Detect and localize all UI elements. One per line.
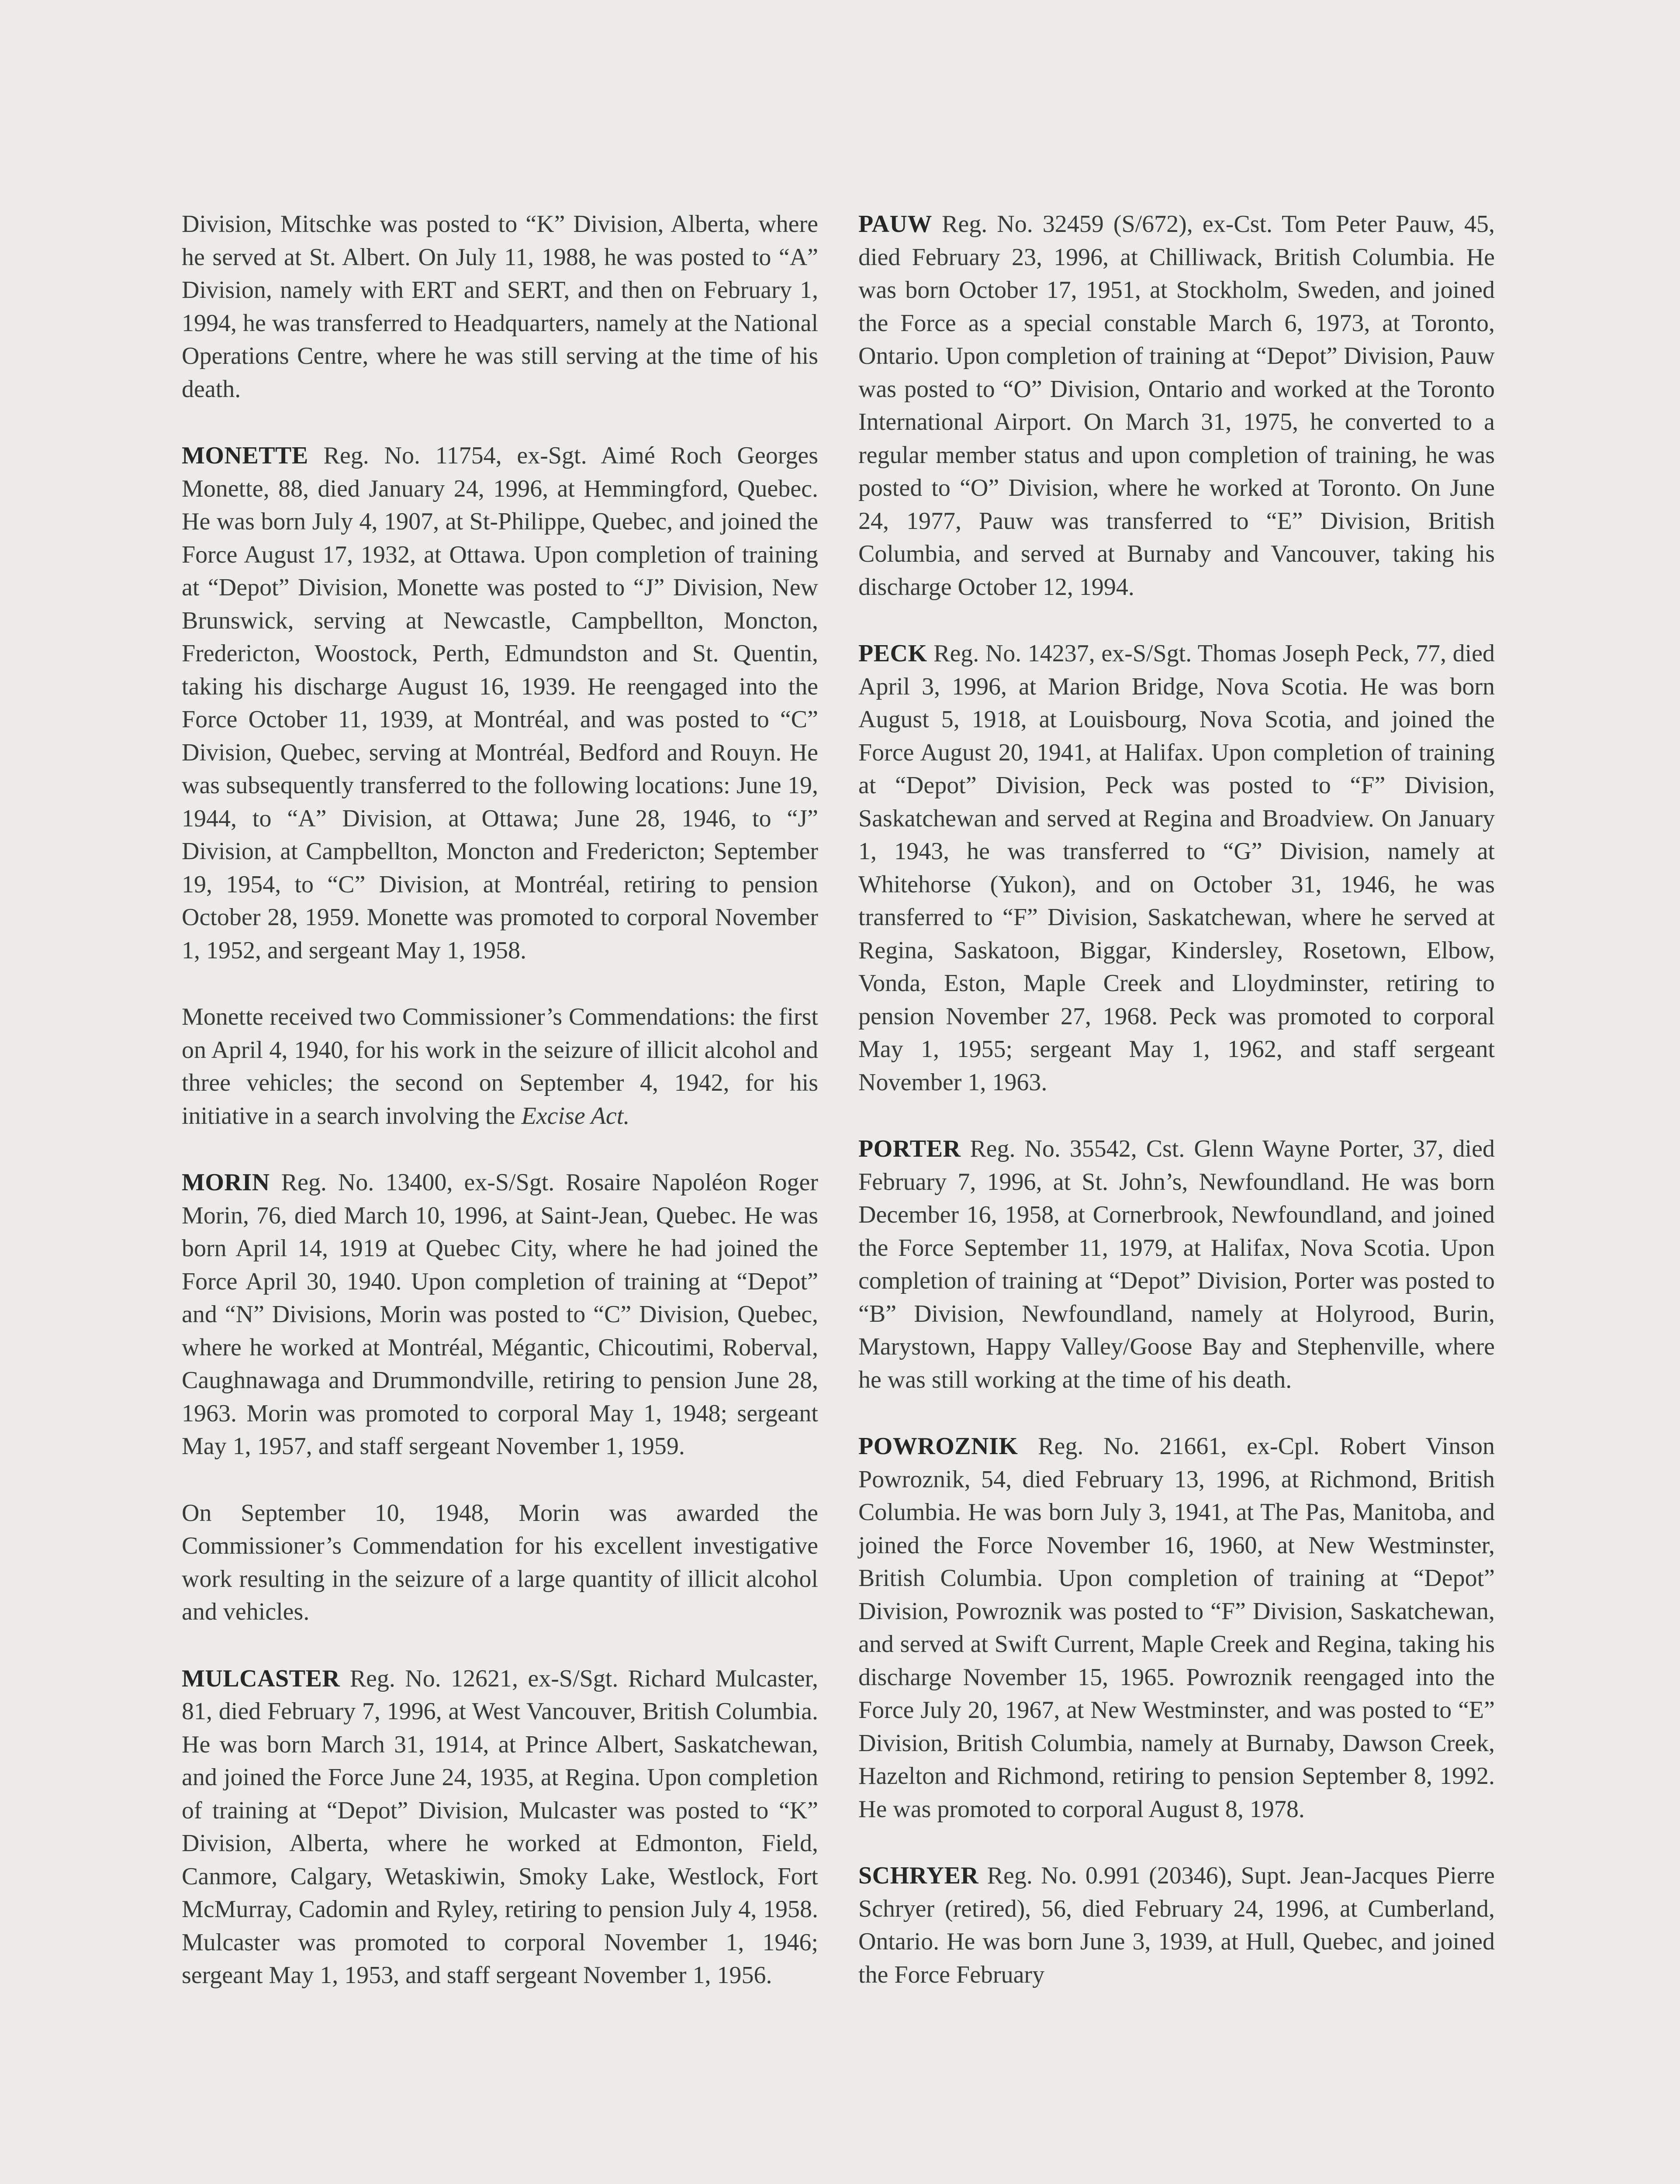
obituary-pauw [858, 208, 1495, 604]
paragraph-text: On September 10, 1948, Morin was awarded the Commissioner’s Commendation for his excellent investigative work resulting in the seizure of a large quantity of illicit alcohol and vehicles. [182, 1499, 818, 1625]
obituary-text: Reg. No. 14237, ex-S/Sgt. Thomas Joseph Peck, 77, died April 3, 1996, at Marion Bridge, Nova Scotia. He was born August 5, 1918, at Louisbourg, Nova Scotia, and joined the Force August 20, 1941, at Halifax. Upon completion of training at “Depot” Division, Peck was posted to “F” Division, Saskatchewan and served at Regina and Broadview. On January 1, 1943, he was transferred to “G” Division, namely at Whitehorse (Yukon), and on October 31, 1946, he was transferred to “F” Division, Saskatchewan, where he served at Regina, Saskatoon, Biggar, Kindersley, Rosetown, Elbow, Vonda, Eston, Maple Creek and Lloydminster, retiring to pension November 27, 1968. Peck was promoted to corporal May 1, 1955; sergeant May 1, 1962, and staff sergeant November 1, 1963. [858, 640, 1495, 1096]
obituary-text: Reg. No. 12621, ex-S/Sgt. Richard Mulcaster, 81, died February 7, 1996, at West Vancouver, British Columbia. He was born March 31, 1914, at Prince Albert, Saskatchewan, and joined the Force June 24, 1935, at Regina. Upon completion of training at “Depot” Division, Mulcaster was posted to “K” Division, Alberta, where he worked at Edmonton, Field, Canmore, Calgary, Wetaskiwin, Smoky Lake, Westlock, Fort McMurray, Cadomin and Ryley, retiring to pension July 4, 1958. Mulcaster was promoted to corporal November 1, 1946; sergeant May 1, 1953, and staff sergeant November 1, 1956. [182, 1665, 818, 1989]
surname-powroznik: POWROZNIK [858, 1433, 1018, 1460]
surname-mulcaster: MULCASTER [182, 1665, 340, 1692]
obituary-mulcaster [182, 1662, 818, 1992]
obituary-text: Reg. No. 21661, ex-Cpl. Robert Vinson Powroznik, 54, died February 13, 1996, at Richmond, British Columbia. He was born July 3, 1941, at The Pas, Manitoba, and joined the Force November 16, 1960, at New Westminster, British Columbia. Upon completion of training at “Depot” Division, Powroznik was posted to “F” Division, Saskatchewan, and served at Swift Current, Maple Creek and Regina, taking his discharge November 15, 1965. Powroznik reengaged into the Force July 20, 1967, at New Westminster, and was posted to “E” Division, British Columbia, namely at Burnaby, Dawson Creek, Hazelton and Richmond, retiring to pension September 8, 1992. He was promoted to corporal August 8, 1978. [858, 1433, 1495, 1823]
surname-porter: PORTER [858, 1135, 961, 1162]
surname-peck: PECK [858, 640, 927, 667]
morin-commendation-paragraph [182, 1497, 818, 1629]
excise-act-title: Excise Act. [521, 1102, 630, 1130]
surname-pauw: PAUW [858, 211, 932, 238]
mitschke-continuation-paragraph [182, 208, 818, 406]
obituary-powroznik [858, 1430, 1495, 1826]
paragraph-text: Monette received two Commissioner’s Commendations: the first on April 4, 1940, for his work in the seizure of illicit alcohol and three vehicles; the second on September 4, 1942, for his initiative in a search involving the [182, 1003, 818, 1130]
obituary-schryer [858, 1859, 1495, 1991]
surname-schryer: SCHRYER [858, 1862, 979, 1889]
obituary-text: Reg. No. 32459 (S/672), ex-Cst. Tom Peter Pauw, 45, died February 23, 1996, at Chilliwack, British Columbia. He was born October 17, 1951, at Stockholm, Sweden, and joined the Force as a special constable March 6, 1973, at Toronto, Ontario. Upon completion of training at “Depot” Division, Pauw was posted to “O” Division, Ontario and worked at the Toronto International Airport. On March 31, 1975, he converted to a regular member status and upon completion of training, he was posted to “O” Division, where he worked at Toronto. On June 24, 1977, Pauw was transferred to “E” Division, British Columbia, and served at Burnaby and Vancouver, taking his discharge October 12, 1994. [858, 211, 1495, 601]
surname-morin: MORIN [182, 1169, 270, 1196]
obituary-text: Reg. No. 11754, ex-Sgt. Aimé Roch Georges Monette, 88, died January 24, 1996, at Hemmingford, Quebec. He was born July 4, 1907, at St-Philippe, Quebec, and joined the Force August 17, 1932, at Ottawa. Upon completion of training at “Depot” Division, Monette was posted to “J” Division, New Brunswick, serving at Newcastle, Campbellton, Moncton, Fredericton, Woostock, Perth, Edmundston and St. Quentin, taking his discharge August 16, 1939. He reengaged into the Force October 11, 1939, at Montréal, and was posted to “C” Division, Quebec, serving at Montréal, Bedford and Rouyn. He was subsequently transferred to the following locations: June 19, 1944, to “A” Division, at Ottawa; June 28, 1946, to “J” Division, at Campbellton, Moncton and Fredericton; September 19, 1954, to “C” Division, at Montréal, retiring to pension October 28, 1959. Monette was promoted to corporal November 1, 1952, and sergeant May 1, 1958. [182, 442, 818, 964]
obituary-porter [858, 1133, 1495, 1396]
right-column [858, 208, 1495, 2025]
surname-monette: MONETTE [182, 442, 308, 469]
obituary-morin [182, 1166, 818, 1463]
obituary-text: Reg. No. 13400, ex-S/Sgt. Rosaire Napoléon Roger Morin, 76, died March 10, 1996, at Saint-Jean, Quebec. He was born April 14, 1919 at Quebec City, where he had joined the Force April 30, 1940. Upon completion of training at “Depot” and “N” Divisions, Morin was posted to “C” Division, Quebec, where he worked at Montréal, Mégantic, Chicoutimi, Roberval, Caughnawaga and Drummondville, retiring to pension June 28, 1963. Morin was promoted to corporal May 1, 1948; sergeant May 1, 1957, and staff sergeant November 1, 1959. [182, 1169, 818, 1460]
obituary-monette [182, 439, 818, 967]
paragraph-text: Division, Mitschke was posted to “K” Division, Alberta, where he served at St. Albert. On July 11, 1988, he was posted to “A” Division, namely with ERT and SERT, and then on February 1, 1994, he was transferred to Headquarters, namely at the National Operations Centre, where he was still serving at the time of his death. [182, 211, 819, 403]
monette-commendations-paragraph [182, 1001, 818, 1133]
obituary-peck [858, 637, 1495, 1099]
left-column [182, 208, 818, 2026]
obituary-text: Reg. No. 35542, Cst. Glenn Wayne Porter, 37, died February 7, 1996, at St. John’s, Newfoundland. He was born December 16, 1958, at Cornerbrook, Newfoundland, and joined the Force September 11, 1979, at Halifax, Nova Scotia. Upon completion of training at “Depot” Division, Porter was posted to “B” Division, Newfoundland, namely at Holyrood, Burin, Marystown, Happy Valley/Goose Bay and Stephenville, where he was still working at the time of his death. [858, 1135, 1495, 1393]
obituary-text: Reg. No. 0.991 (20346), Supt. Jean-Jacques Pierre Schryer (retired), 56, died February 24, 1996, at Cumberland, Ontario. He was born June 3, 1939, at Hull, Quebec, and joined the Force February [858, 1862, 1495, 1988]
